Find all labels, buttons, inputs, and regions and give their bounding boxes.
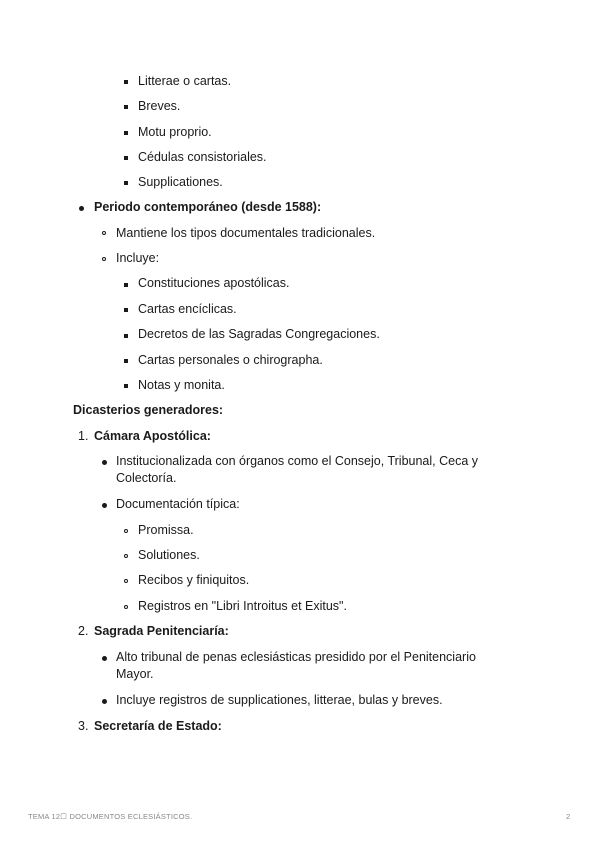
disc-bullet-icon [102, 699, 107, 704]
circle-bullet-icon [124, 529, 128, 533]
disc-bullet-icon [79, 206, 84, 211]
circle-bullet-icon [102, 231, 106, 235]
square-bullet-icon [124, 308, 128, 312]
square-bullet-icon [124, 384, 128, 388]
list-item: Cédulas consistoriales. [138, 150, 267, 164]
list-item: Promissa. [138, 523, 194, 537]
subsection-title: Secretaría de Estado: [94, 719, 222, 733]
disc-bullet-icon [102, 460, 107, 465]
footer-title: TEMA 12☐ DOCUMENTOS ECLESIÁSTICOS. [28, 812, 193, 821]
circle-bullet-icon [102, 257, 106, 261]
list-number: 1. [78, 429, 89, 443]
list-item: Cartas personales o chirographa. [138, 353, 323, 367]
list-item: Breves. [138, 99, 181, 113]
list-item: Registros en "Libri Introitus et Exitus". [138, 599, 347, 613]
list-number: 3. [78, 719, 89, 733]
square-bullet-icon [124, 131, 128, 135]
list-item: Incluye registros de supplicationes, litterae, bulas y breves. [116, 693, 443, 707]
list-item: Incluye: [116, 251, 160, 265]
list-item: Documentación típica: [116, 497, 240, 511]
list-item: Notas y monita. [138, 378, 225, 392]
circle-bullet-icon [124, 605, 128, 609]
list-item: Supplicationes. [138, 175, 223, 189]
section-heading: Dicasterios generadores: [73, 403, 224, 417]
circle-bullet-icon [124, 579, 128, 583]
square-bullet-icon [124, 334, 128, 338]
square-bullet-icon [124, 80, 128, 84]
list-item: Cartas encíclicas. [138, 302, 237, 316]
square-bullet-icon [124, 156, 128, 160]
list-item: Constituciones apostólicas. [138, 276, 290, 290]
list-item: Institucionalizada con órganos como el Consejo, Tribunal, Ceca y Colectoría. [116, 454, 479, 485]
list-item: Litterae o cartas. [138, 74, 232, 88]
square-bullet-icon [124, 181, 128, 185]
disc-bullet-icon [102, 656, 107, 661]
list-item: Motu proprio. [138, 125, 212, 139]
section-heading: Periodo contemporáneo (desde 1588): [94, 200, 322, 214]
list-item: Recibos y finiquitos. [138, 573, 250, 587]
square-bullet-icon [124, 283, 128, 287]
list-number: 2. [78, 624, 89, 638]
square-bullet-icon [124, 105, 128, 109]
list-item: Decretos de las Sagradas Congregaciones. [138, 327, 380, 341]
circle-bullet-icon [124, 554, 128, 558]
list-item: Solutiones. [138, 548, 200, 562]
subsection-title: Cámara Apostólica: [94, 429, 211, 443]
list-item: Mantiene los tipos documentales tradicionales. [116, 226, 376, 240]
list-item: Alto tribunal de penas eclesiásticas presidido por el Penitenciario Mayor. [116, 650, 476, 681]
square-bullet-icon [124, 359, 128, 363]
page-number: 2 [566, 812, 571, 821]
disc-bullet-icon [102, 503, 107, 508]
subsection-title: Sagrada Penitenciaría: [94, 624, 229, 638]
